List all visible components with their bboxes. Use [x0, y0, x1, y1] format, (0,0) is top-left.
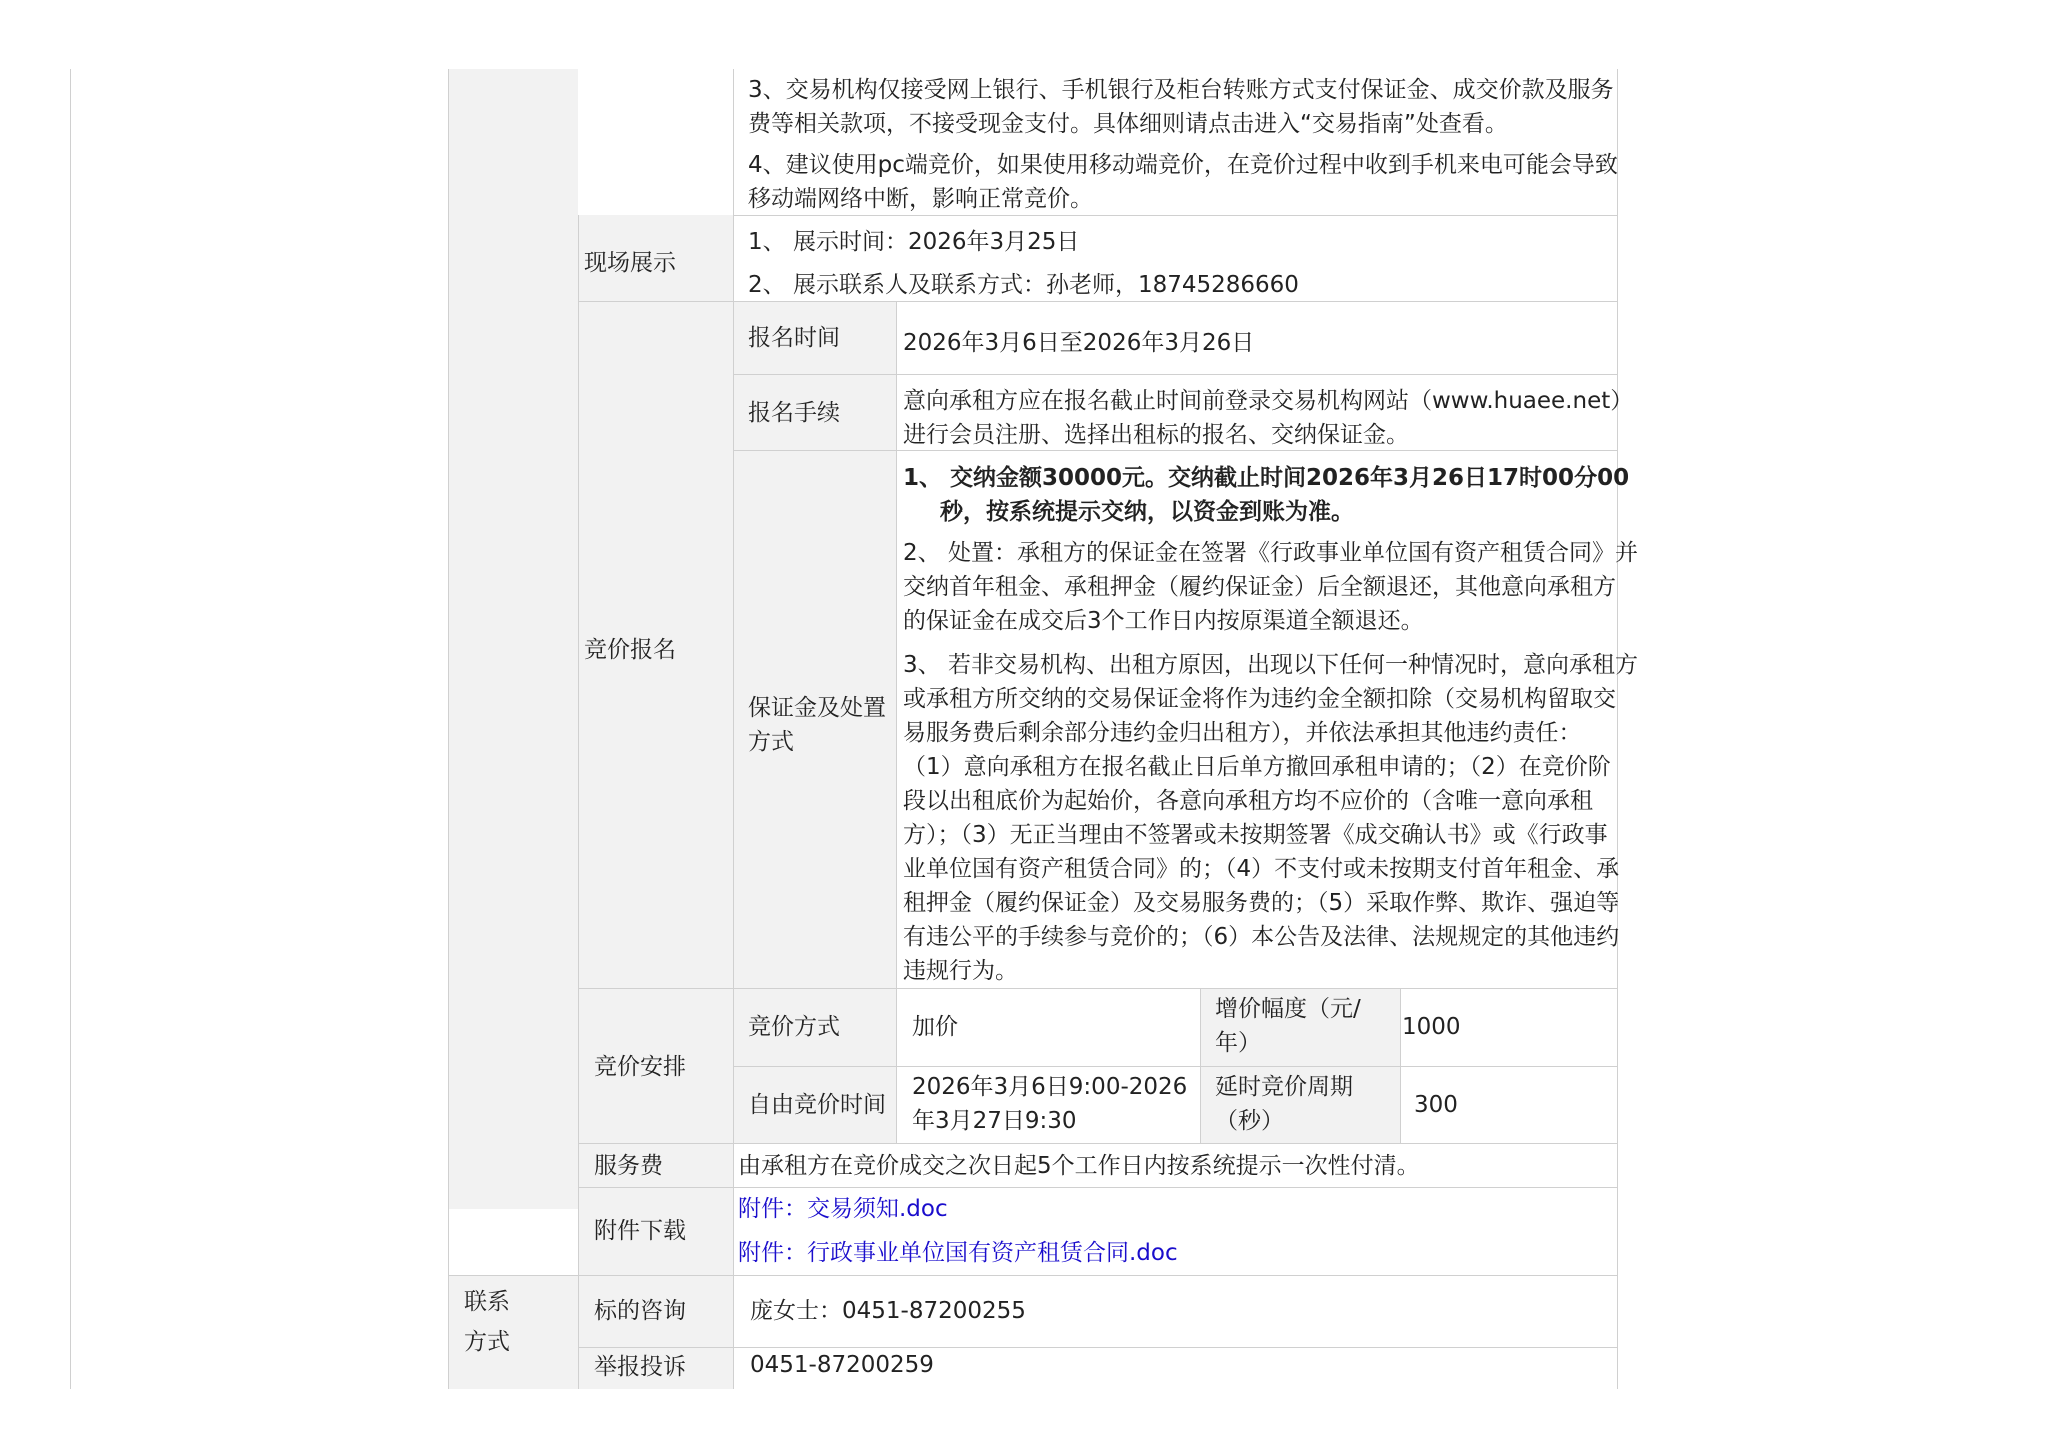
notice-4-line-1: 4、建议使用pc端竞价，如果使用移动端竞价，在竞价过程中收到手机来电可能会导致 — [748, 152, 1618, 178]
attachment-link-trading-notice[interactable]: 附件：交易须知.doc — [738, 1196, 948, 1222]
table-border — [448, 1275, 1617, 1276]
increment-value: 1000 — [1402, 1014, 1461, 1040]
deposit-item-2-line: 2、 处置：承租方的保证金在签署《行政事业单位国有资产租赁合同》并 — [903, 540, 1638, 566]
deposit-item-2-line: 交纳首年租金、承租押金（履约保证金）后全额退还，其他意向承租方 — [903, 574, 1616, 600]
delay-value: 300 — [1414, 1092, 1458, 1118]
table-border — [733, 374, 1617, 375]
deposit-item-3-line: 租押金（履约保证金）及交易服务费的；（5）采取作弊、欺诈、强迫等 — [903, 890, 1620, 916]
deposit-item-1-line-2: 秒，按系统提示交纳，以资金到账为准。 — [940, 499, 1354, 525]
bidding-method-label: 竞价方式 — [748, 1014, 840, 1040]
contact-label-line-1: 联系 — [464, 1289, 510, 1315]
notice-3-line-1: 3、交易机构仅接受网上银行、手机银行及柜台转账方式支付保证金、成交价款及服务 — [748, 77, 1614, 103]
section-label-column — [448, 69, 578, 1209]
notice-4-line-2: 移动端网络中断，影响正常竞价。 — [748, 186, 1093, 212]
deposit-item-3-line: 或承租方所交纳的交易保证金将作为违约金全额扣除（交易机构留取交 — [903, 686, 1616, 712]
service-fee-value: 由承租方在竞价成交之次日起5个工作日内按系统提示一次性付清。 — [738, 1153, 1420, 1179]
attachments-label: 附件下载 — [594, 1218, 686, 1244]
registration-procedure-line-2: 进行会员注册、选择出租标的报名、交纳保证金。 — [903, 422, 1409, 448]
deposit-item-3-line: （1）意向承租方在报名截止日后单方撤回承租申请的；（2）在竞价阶 — [903, 754, 1611, 780]
page-left-rule — [70, 69, 71, 1389]
deposit-item-2-line: 的保证金在成交后3个工作日内按原渠道全额退还。 — [903, 608, 1424, 634]
consult-label: 标的咨询 — [594, 1298, 686, 1324]
table-border — [896, 301, 897, 1143]
increment-label-line-1: 增价幅度（元/ — [1215, 996, 1361, 1022]
report-value: 0451-87200259 — [750, 1352, 934, 1378]
table-border — [578, 988, 1617, 989]
bidding-label: 竞价安排 — [594, 1054, 686, 1080]
onsite-label: 现场展示 — [584, 250, 676, 276]
registration-time-value: 2026年3月6日至2026年3月26日 — [903, 330, 1255, 356]
table-border — [578, 1347, 1617, 1348]
deposit-label-line-1: 保证金及处置 — [748, 695, 886, 721]
table-border — [733, 69, 734, 1389]
deposit-item-3-line: 业单位国有资产租赁合同》的；（4）不支付或未按期支付首年租金、承 — [903, 856, 1620, 882]
deposit-item-3-line: 方）；（3）无正当理由不签署或未按期签署《成交确认书》或《行政事 — [903, 822, 1608, 848]
delay-label-line-2: （秒） — [1215, 1108, 1284, 1134]
registration-time-label: 报名时间 — [748, 325, 840, 351]
deposit-item-3-line: 易服务费后剩余部分违约金归出租方），并依法承担其他违约责任： — [903, 720, 1582, 746]
increment-label-line-2: 年） — [1215, 1030, 1261, 1056]
blank-cell — [448, 1209, 578, 1275]
delay-label-line-1: 延时竞价周期 — [1215, 1074, 1353, 1100]
table-border — [578, 1143, 1617, 1144]
report-label: 举报投诉 — [594, 1354, 686, 1380]
deposit-item-3-line: 段以出租底价为起始价，各意向承租方均不应价的（含唯一意向承租 — [903, 788, 1593, 814]
free-time-line-1: 2026年3月6日9:00-2026 — [912, 1074, 1188, 1100]
table-border-right — [1617, 69, 1618, 1389]
deposit-item-3-line: 违规行为。 — [903, 958, 1018, 984]
table-border — [733, 1066, 1617, 1067]
service-fee-label: 服务费 — [594, 1153, 663, 1179]
onsite-contact: 2、 展示联系人及联系方式：孙老师，18745286660 — [748, 272, 1299, 298]
contact-label-line-2: 方式 — [464, 1329, 510, 1355]
free-time-label: 自由竞价时间 — [748, 1092, 886, 1118]
free-time-line-2: 年3月27日9:30 — [912, 1108, 1077, 1134]
table-border-left — [448, 69, 449, 1389]
bidding-method-value: 加价 — [912, 1014, 958, 1040]
notice-3-line-2: 费等相关款项，不接受现金支付。具体细则请点击进入“交易指南”处查看。 — [748, 111, 1508, 137]
registration-label: 竞价报名 — [584, 637, 676, 663]
attachment-link-lease-contract[interactable]: 附件：行政事业单位国有资产租赁合同.doc — [738, 1240, 1178, 1266]
registration-procedure-line-1: 意向承租方应在报名截止时间前登录交易机构网站（www.huaee.net） — [903, 388, 1634, 414]
onsite-time: 1、 展示时间：2026年3月25日 — [748, 229, 1080, 255]
consult-value: 庞女士：0451-87200255 — [750, 1298, 1026, 1324]
deposit-item-3-line: 有违公平的手续参与竞价的；（6）本公告及法律、法规规定的其他违约 — [903, 924, 1620, 950]
registration-procedure-label: 报名手续 — [748, 400, 840, 426]
table-border — [578, 215, 579, 1389]
deposit-item-1-line-1: 1、 交纳金额30000元。交纳截止时间2026年3月26日17时00分00 — [903, 465, 1630, 491]
deposit-item-3-line: 3、 若非交易机构、出租方原因，出现以下任何一种情况时，意向承租方 — [903, 652, 1638, 678]
deposit-label-line-2: 方式 — [748, 729, 794, 755]
table-border — [578, 1187, 1617, 1188]
